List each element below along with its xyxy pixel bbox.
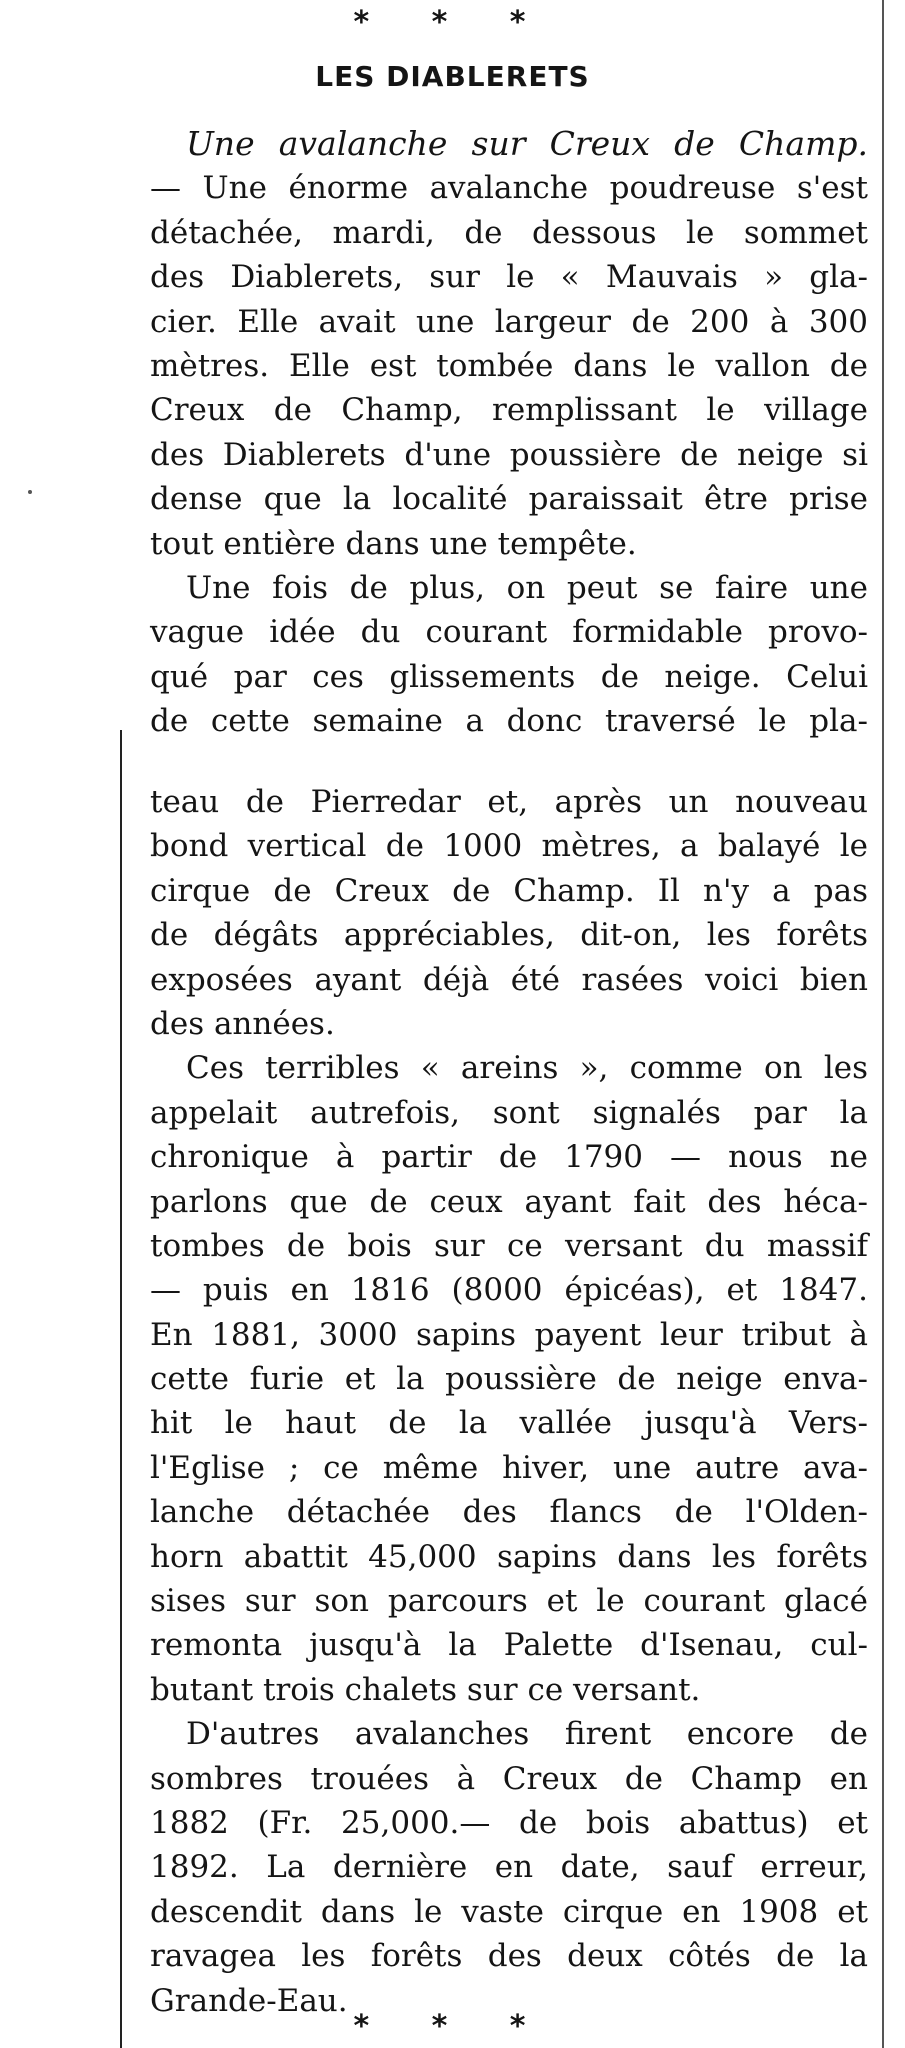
text-line: tombes de bois sur ce versant du massif xyxy=(150,1227,868,1264)
text-line: de dégâts appréciables, dit-on, les forêts xyxy=(150,917,868,954)
text-line: dense que la localité paraissait être prise xyxy=(150,481,868,518)
separator-top: * * * xyxy=(353,5,552,40)
text-line: des Diablerets d'une poussière de neige si xyxy=(150,436,868,473)
text-line: remonta jusqu'à la Palette d'Isenau, cul- xyxy=(150,1627,868,1664)
text-line: descendit dans le vaste cirque en 1908 et xyxy=(150,1893,868,1930)
text-line: butant trois chalets sur ce versant. xyxy=(150,1671,701,1708)
text-line: Creux de Champ, remplissant le village xyxy=(150,392,868,429)
text-line: hit le haut de la vallée jusqu'à Vers- xyxy=(150,1405,868,1442)
text-line: des Diablerets, sur le « Mauvais » gla- xyxy=(150,259,868,296)
text-line: appelait autrefois, sont signalés par la xyxy=(150,1094,868,1131)
text-line: exposées ayant déjà été rasées voici bien xyxy=(150,961,868,998)
text-line: bond vertical de 1000 mètres, a balayé le xyxy=(150,828,868,865)
column-rule-left xyxy=(120,730,122,2048)
column-rule-right xyxy=(882,0,884,2048)
text-line: qué par ces glissements de neige. Celui xyxy=(150,658,868,695)
article-column-bottom xyxy=(150,780,868,2023)
text-line: chronique à partir de 1790 — nous ne xyxy=(150,1139,868,1176)
text-line: Une avalanche sur Creux de Champ. xyxy=(186,124,868,163)
text-line: Grande-Eau. xyxy=(150,1982,348,2019)
text-line: sises sur son parcours et le courant glacé xyxy=(150,1583,868,1620)
text-line: cette furie et la poussière de neige enva- xyxy=(150,1361,868,1398)
separator-bottom: * * * xyxy=(353,2009,552,2044)
text-line: cier. Elle avait une largeur de 200 à 300 xyxy=(150,303,868,340)
text-line: détachée, mardi, de dessous le sommet xyxy=(150,214,868,251)
text-line: Ces terribles « areins », comme on les xyxy=(186,1050,868,1087)
text-line: parlons que de ceux ayant fait des héca- xyxy=(150,1183,868,1220)
text-line: — puis en 1816 (8000 épicéas), et 1847. xyxy=(150,1272,868,1309)
text-line: — Une énorme avalanche poudreuse s'est xyxy=(150,170,868,207)
text-line: sombres trouées à Creux de Champ en xyxy=(150,1760,868,1797)
margin-speck xyxy=(28,490,32,494)
article-heading: LES DIABLERETS xyxy=(315,60,590,93)
text-line: teau de Pierredar et, après un nouveau xyxy=(150,784,868,820)
text-line: tout entière dans une tempête. xyxy=(150,525,637,562)
text-line: 1892. La dernière en date, sauf erreur, xyxy=(150,1849,868,1886)
text-line: Une fois de plus, on peut se faire une xyxy=(186,569,868,606)
text-line: lanche détachée des flancs de l'Olden- xyxy=(150,1494,868,1531)
text-line: horn abattit 45,000 sapins dans les forêts xyxy=(150,1538,868,1575)
text-line: En 1881, 3000 sapins payent leur tribut à xyxy=(150,1316,868,1353)
text-line: D'autres avalanches firent encore de xyxy=(186,1716,868,1753)
text-line: mètres. Elle est tombée dans le vallon de xyxy=(150,347,868,384)
text-line: vague idée du courant formidable provo- xyxy=(150,614,868,651)
text-line: 1882 (Fr. 25,000.— de bois abattus) et xyxy=(150,1804,868,1841)
text-line: des années. xyxy=(150,1005,335,1042)
text-line: cirque de Creux de Champ. Il n'y a pas xyxy=(150,872,868,909)
text-line: de cette semaine a donc traversé le pla- xyxy=(150,703,868,740)
article-column-top xyxy=(150,122,868,743)
text-line: ravagea les forêts des deux côtés de la xyxy=(150,1938,868,1975)
text-line: l'Eglise ; ce même hiver, une autre ava- xyxy=(150,1449,868,1486)
